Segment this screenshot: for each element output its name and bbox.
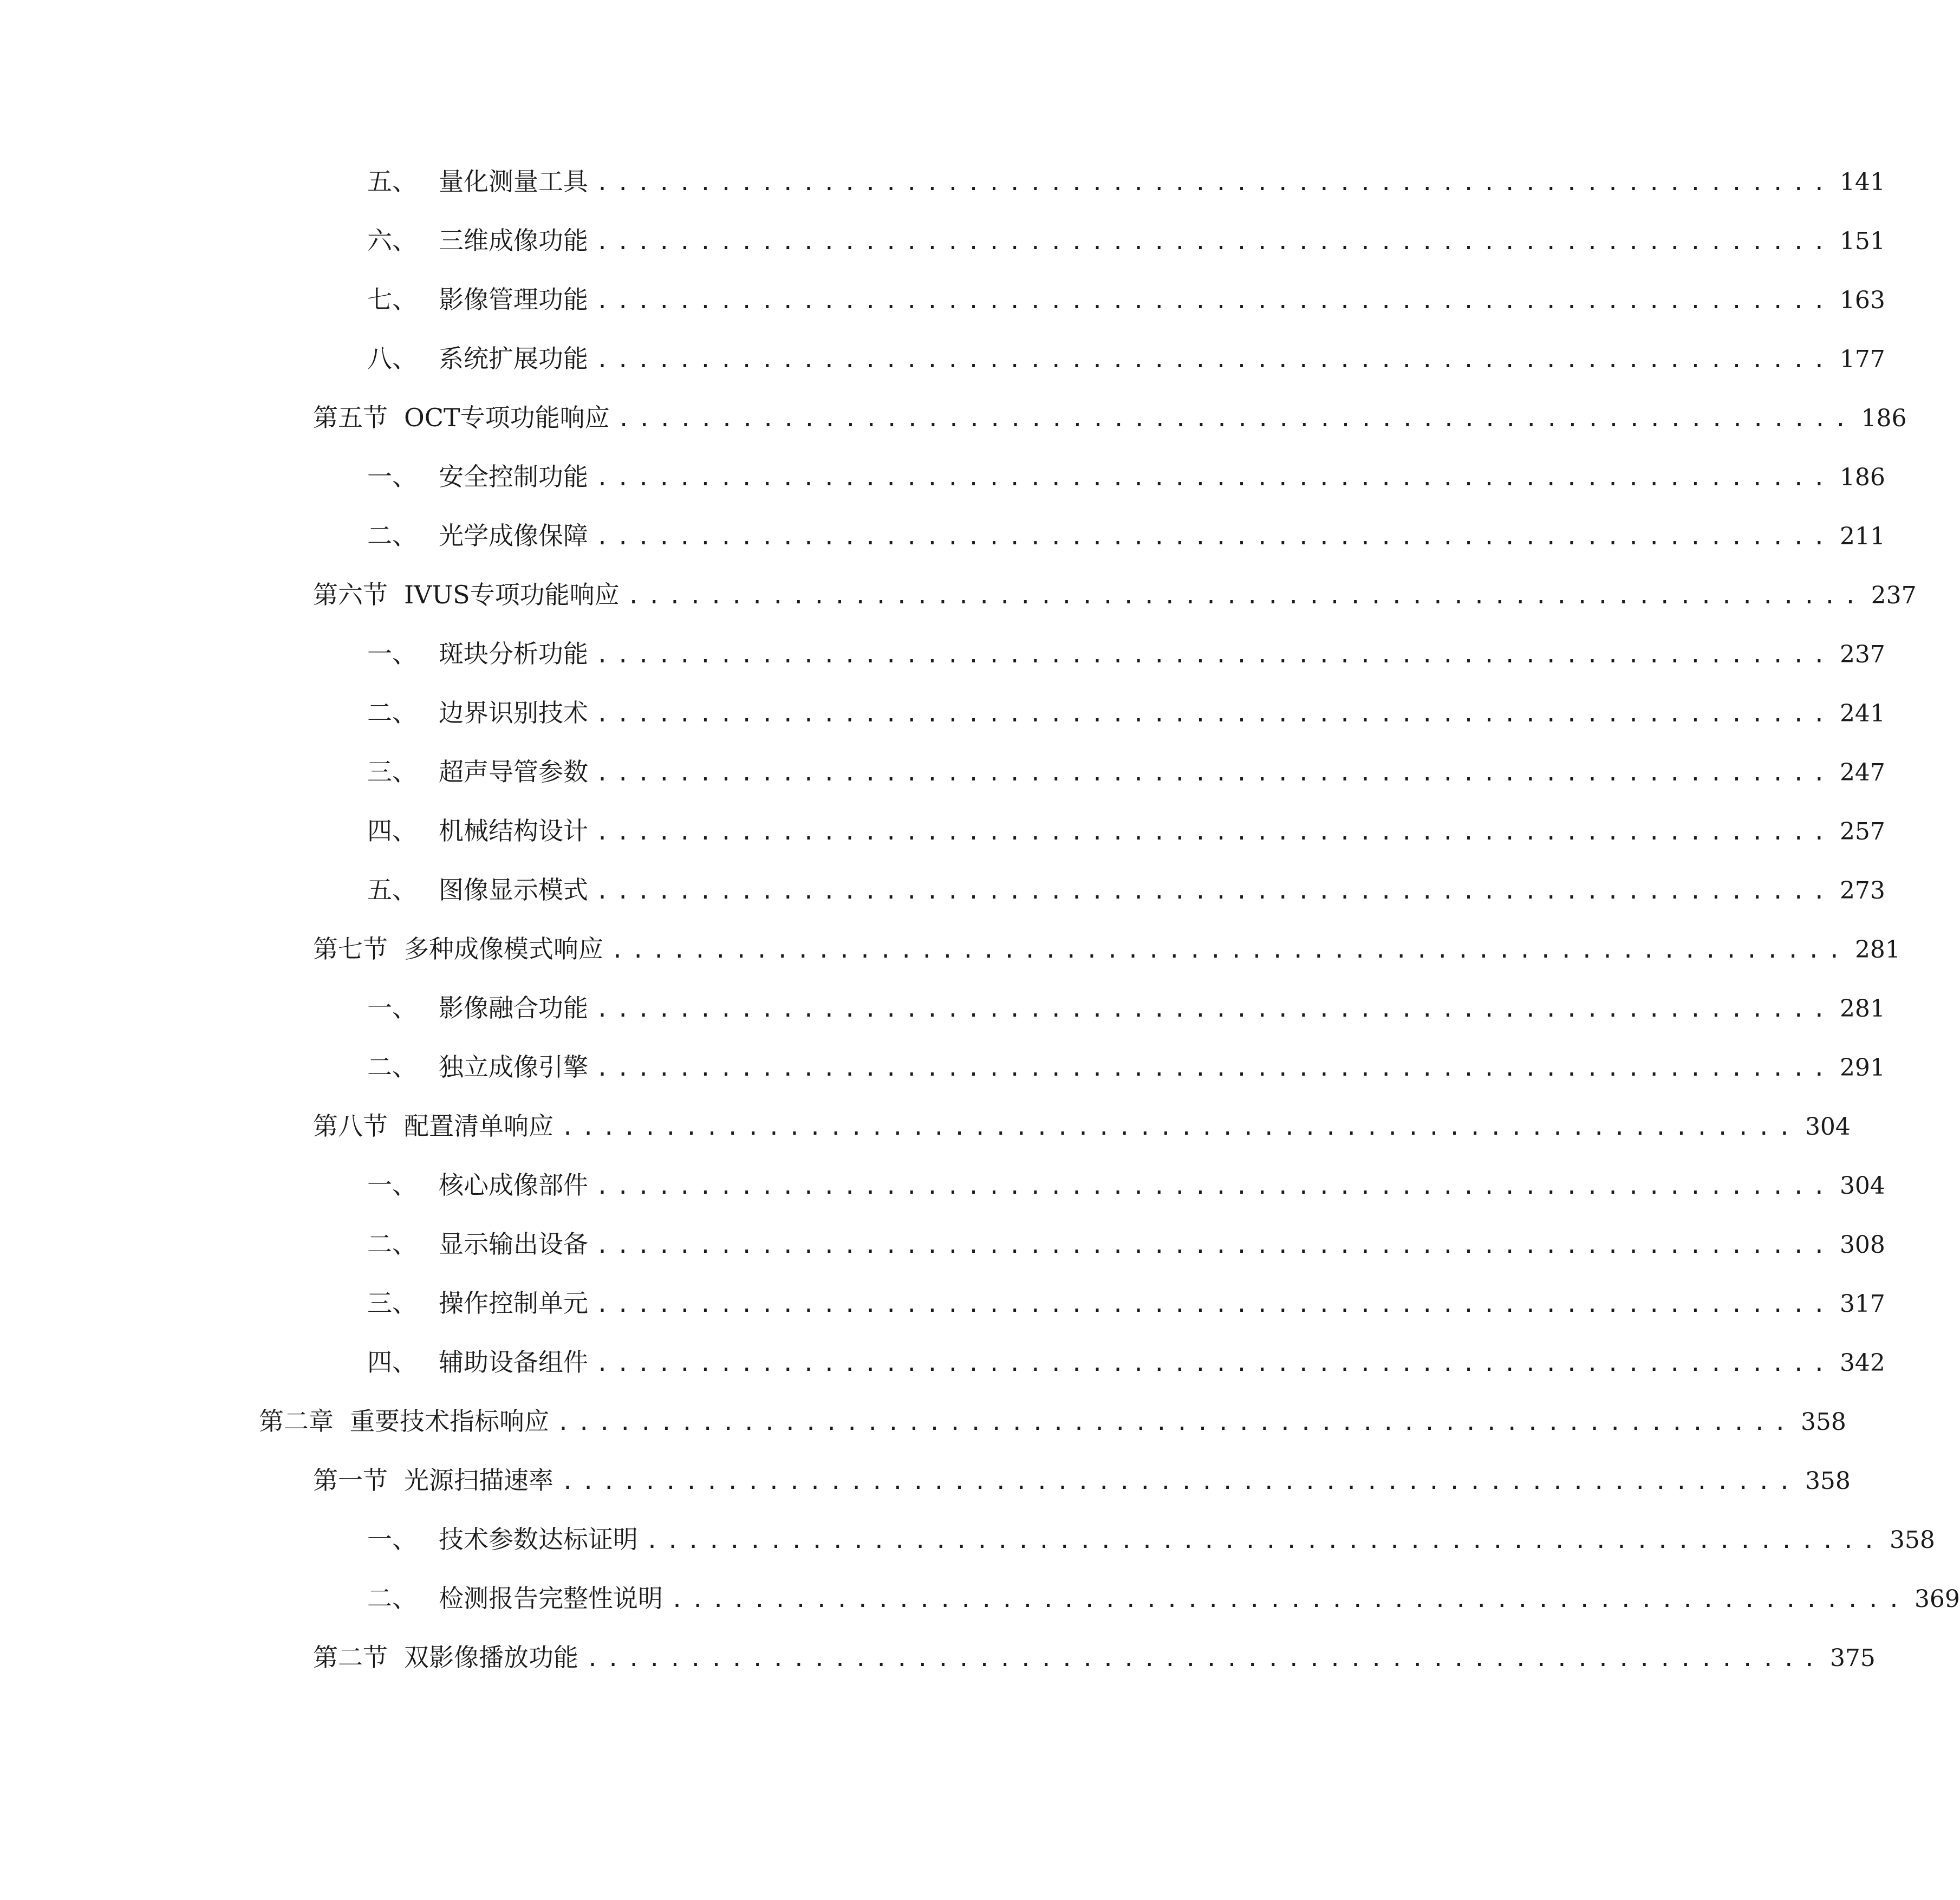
dot-leader: ............................................................ — [596, 466, 1833, 491]
toc-entry-title: 配置清单响应 — [404, 1111, 554, 1141]
toc-section-oct[interactable] — [313, 399, 1907, 437]
toc-entry-number: 三、 — [367, 1289, 417, 1318]
toc-entry-title: 图像显示模式 — [439, 875, 588, 905]
toc-entry-page-number: 358 — [1889, 1526, 1935, 1554]
toc-entry-control-unit[interactable] — [367, 1284, 1885, 1322]
toc-entry-safety-control[interactable] — [367, 458, 1885, 496]
toc-entry-number: 四、 — [367, 1348, 417, 1377]
toc-entry-page-number: 358 — [1805, 1467, 1851, 1495]
dot-leader: ............................................................ — [646, 1528, 1883, 1553]
toc-entry-title: 技术参数达标证明 — [439, 1525, 638, 1554]
toc-entry-page-number: 342 — [1839, 1349, 1885, 1377]
toc-entry-number: 二、 — [367, 1584, 417, 1613]
dot-leader: ............................................................ — [596, 525, 1833, 550]
toc-entry-number: 二、 — [367, 1229, 417, 1259]
toc-entry-number: 三、 — [367, 757, 417, 786]
dot-leader: ............................................................ — [596, 643, 1833, 668]
toc-entry-title: 系统扩展功能 — [439, 344, 588, 373]
dot-leader: ............................................................ — [561, 1115, 1799, 1140]
toc-entry-title: 核心成像部件 — [439, 1170, 588, 1200]
dot-leader: ............................................................ — [670, 1587, 1908, 1612]
toc-entry-title: 操作控制单元 — [439, 1289, 588, 1318]
toc-entry-title: 双影像播放功能 — [404, 1643, 578, 1672]
toc-entry-number: 一、 — [367, 993, 417, 1023]
toc-entry-title: 辅助设备组件 — [439, 1348, 588, 1377]
toc-section-dual-playback[interactable] — [313, 1638, 1876, 1676]
dot-leader: ............................................................ — [617, 407, 1855, 432]
toc-entry-title: 光学成像保障 — [439, 521, 588, 550]
toc-entry-title: 斑块分析功能 — [439, 639, 588, 668]
toc-entry-title: 量化测量工具 — [439, 167, 588, 196]
toc-entry-number: 第二节 — [313, 1643, 388, 1672]
toc-entry-page-number: 163 — [1839, 287, 1885, 314]
toc-entry-page-number: 177 — [1839, 346, 1885, 373]
dot-leader: ............................................................ — [586, 1647, 1824, 1671]
toc-section-multi-imaging[interactable] — [313, 930, 1900, 968]
toc-entry-page-number: 211 — [1839, 523, 1885, 550]
dot-leader: ............................................................ — [557, 1410, 1794, 1435]
toc-entry-number: 二、 — [367, 698, 417, 727]
toc-entry-title: 影像融合功能 — [439, 993, 588, 1023]
dot-leader: ............................................................ — [596, 761, 1833, 786]
toc-entry-title: OCT专项功能响应 — [404, 403, 610, 432]
dot-leader: ............................................................ — [596, 879, 1833, 904]
toc-entry-page-number: 186 — [1861, 405, 1907, 432]
toc-entry-title: 三维成像功能 — [439, 226, 588, 255]
dot-leader: ............................................................ — [596, 171, 1833, 196]
toc-entry-number: 四、 — [367, 816, 417, 845]
toc-entry-page-number: 237 — [1871, 582, 1917, 609]
toc-entry-system-extension[interactable] — [367, 340, 1885, 378]
toc-entry-page-number: 273 — [1839, 877, 1885, 905]
toc-entry-report-completeness[interactable] — [367, 1579, 1960, 1617]
dot-leader: ............................................................ — [596, 1292, 1833, 1317]
toc-entry-page-number: 375 — [1829, 1644, 1876, 1672]
toc-entry-imaging-engine[interactable] — [367, 1048, 1885, 1086]
toc-entry-boundary-detection[interactable] — [367, 694, 1885, 732]
toc-entry-number: 五、 — [367, 167, 417, 196]
toc-entry-page-number: 237 — [1839, 641, 1885, 668]
toc-entry-title: 影像管理功能 — [439, 285, 588, 314]
toc-entry-number: 一、 — [367, 639, 417, 668]
toc-entry-title: 边界识别技术 — [439, 698, 588, 727]
dot-leader: ............................................................ — [596, 348, 1833, 373]
dot-leader: ............................................................ — [596, 997, 1833, 1022]
toc-entry-auxiliary-equipment[interactable] — [367, 1343, 1885, 1381]
toc-entry-page-number: 304 — [1805, 1113, 1851, 1141]
toc-entry-title: 光源扫描速率 — [404, 1466, 554, 1495]
toc-entry-page-number: 304 — [1839, 1172, 1885, 1200]
toc-entry-image-management[interactable] — [367, 281, 1885, 318]
toc-entry-page-number: 281 — [1854, 936, 1900, 964]
toc-entry-number: 七、 — [367, 285, 417, 314]
toc-entry-number: 一、 — [367, 1525, 417, 1554]
toc-entry-number: 第六节 — [313, 580, 388, 609]
toc-entry-page-number: 141 — [1839, 168, 1885, 196]
toc-entry-number: 一、 — [367, 462, 417, 491]
toc-entry-page-number: 358 — [1800, 1408, 1846, 1436]
toc-entry-title: 重要技术指标响应 — [350, 1407, 549, 1436]
dot-leader: ............................................................ — [596, 1056, 1833, 1081]
dot-leader: ............................................................ — [627, 584, 1865, 609]
toc-entry-page-number: 151 — [1839, 227, 1885, 255]
dot-leader: ............................................................ — [596, 820, 1833, 845]
toc-entry-number: 第二章 — [259, 1407, 334, 1436]
toc-entry-page-number: 241 — [1839, 700, 1885, 727]
toc-entry-page-number: 281 — [1839, 995, 1885, 1023]
toc-section-config-list[interactable] — [313, 1107, 1851, 1145]
toc-entry-core-components[interactable] — [367, 1166, 1885, 1204]
toc-entry-number: 二、 — [367, 521, 417, 550]
toc-entry-quant-measure[interactable] — [367, 162, 1885, 200]
toc-entry-number: 第一节 — [313, 1466, 388, 1495]
toc-entry-page-number: 257 — [1839, 818, 1885, 845]
toc-entry-title: 多种成像模式响应 — [404, 934, 603, 964]
toc-entry-param-proof[interactable] — [367, 1520, 1935, 1558]
toc-section-scan-rate[interactable] — [313, 1461, 1851, 1499]
toc-chapter-2[interactable] — [259, 1402, 1846, 1440]
toc-entry-number: 第八节 — [313, 1111, 388, 1141]
toc-entry-page-number: 317 — [1839, 1290, 1885, 1318]
dot-leader: ............................................................ — [596, 1174, 1833, 1199]
toc-entry-number: 五、 — [367, 875, 417, 905]
toc-entry-number: 第五节 — [313, 403, 388, 432]
toc-entry-plaque-analysis[interactable] — [367, 635, 1885, 673]
toc-entry-number: 二、 — [367, 1052, 417, 1082]
toc-entry-title: IVUS专项功能响应 — [404, 580, 620, 609]
toc-entry-page-number: 369 — [1914, 1585, 1960, 1613]
toc-entry-image-fusion[interactable] — [367, 989, 1885, 1027]
toc-entry-page-number: 308 — [1839, 1231, 1885, 1259]
toc-entry-title: 超声导管参数 — [439, 757, 588, 786]
toc-entry-3d-imaging[interactable] — [367, 222, 1885, 259]
toc-entry-display-output[interactable] — [367, 1225, 1885, 1263]
dot-leader: ............................................................ — [596, 230, 1833, 255]
toc-entry-ultrasound-catheter[interactable] — [367, 753, 1885, 791]
toc-entry-title: 安全控制功能 — [439, 462, 588, 491]
toc-entry-page-number: 291 — [1839, 1054, 1885, 1082]
toc-entry-mechanical-design[interactable] — [367, 812, 1885, 850]
toc-entry-number: 六、 — [367, 226, 417, 255]
dot-leader: ............................................................ — [561, 1469, 1799, 1494]
toc-entry-optical-imaging[interactable] — [367, 517, 1885, 555]
dot-leader: ............................................................ — [596, 702, 1833, 727]
toc-entry-display-mode[interactable] — [367, 871, 1885, 909]
dot-leader: ............................................................ — [611, 938, 1848, 963]
dot-leader: ............................................................ — [596, 289, 1833, 314]
dot-leader: ............................................................ — [596, 1233, 1833, 1258]
toc-entry-title: 检测报告完整性说明 — [439, 1584, 663, 1613]
toc-entry-page-number: 186 — [1839, 464, 1885, 491]
dot-leader: ............................................................ — [596, 1351, 1833, 1376]
toc-entry-title: 机械结构设计 — [439, 816, 588, 845]
toc-entry-title: 显示输出设备 — [439, 1229, 588, 1259]
toc-entry-page-number: 247 — [1839, 759, 1885, 786]
toc-entry-number: 八、 — [367, 344, 417, 373]
toc-entry-title: 独立成像引擎 — [439, 1052, 588, 1082]
toc-section-ivus[interactable] — [313, 576, 1917, 614]
toc-entry-number: 第七节 — [313, 934, 388, 964]
toc-entry-number: 一、 — [367, 1170, 417, 1200]
